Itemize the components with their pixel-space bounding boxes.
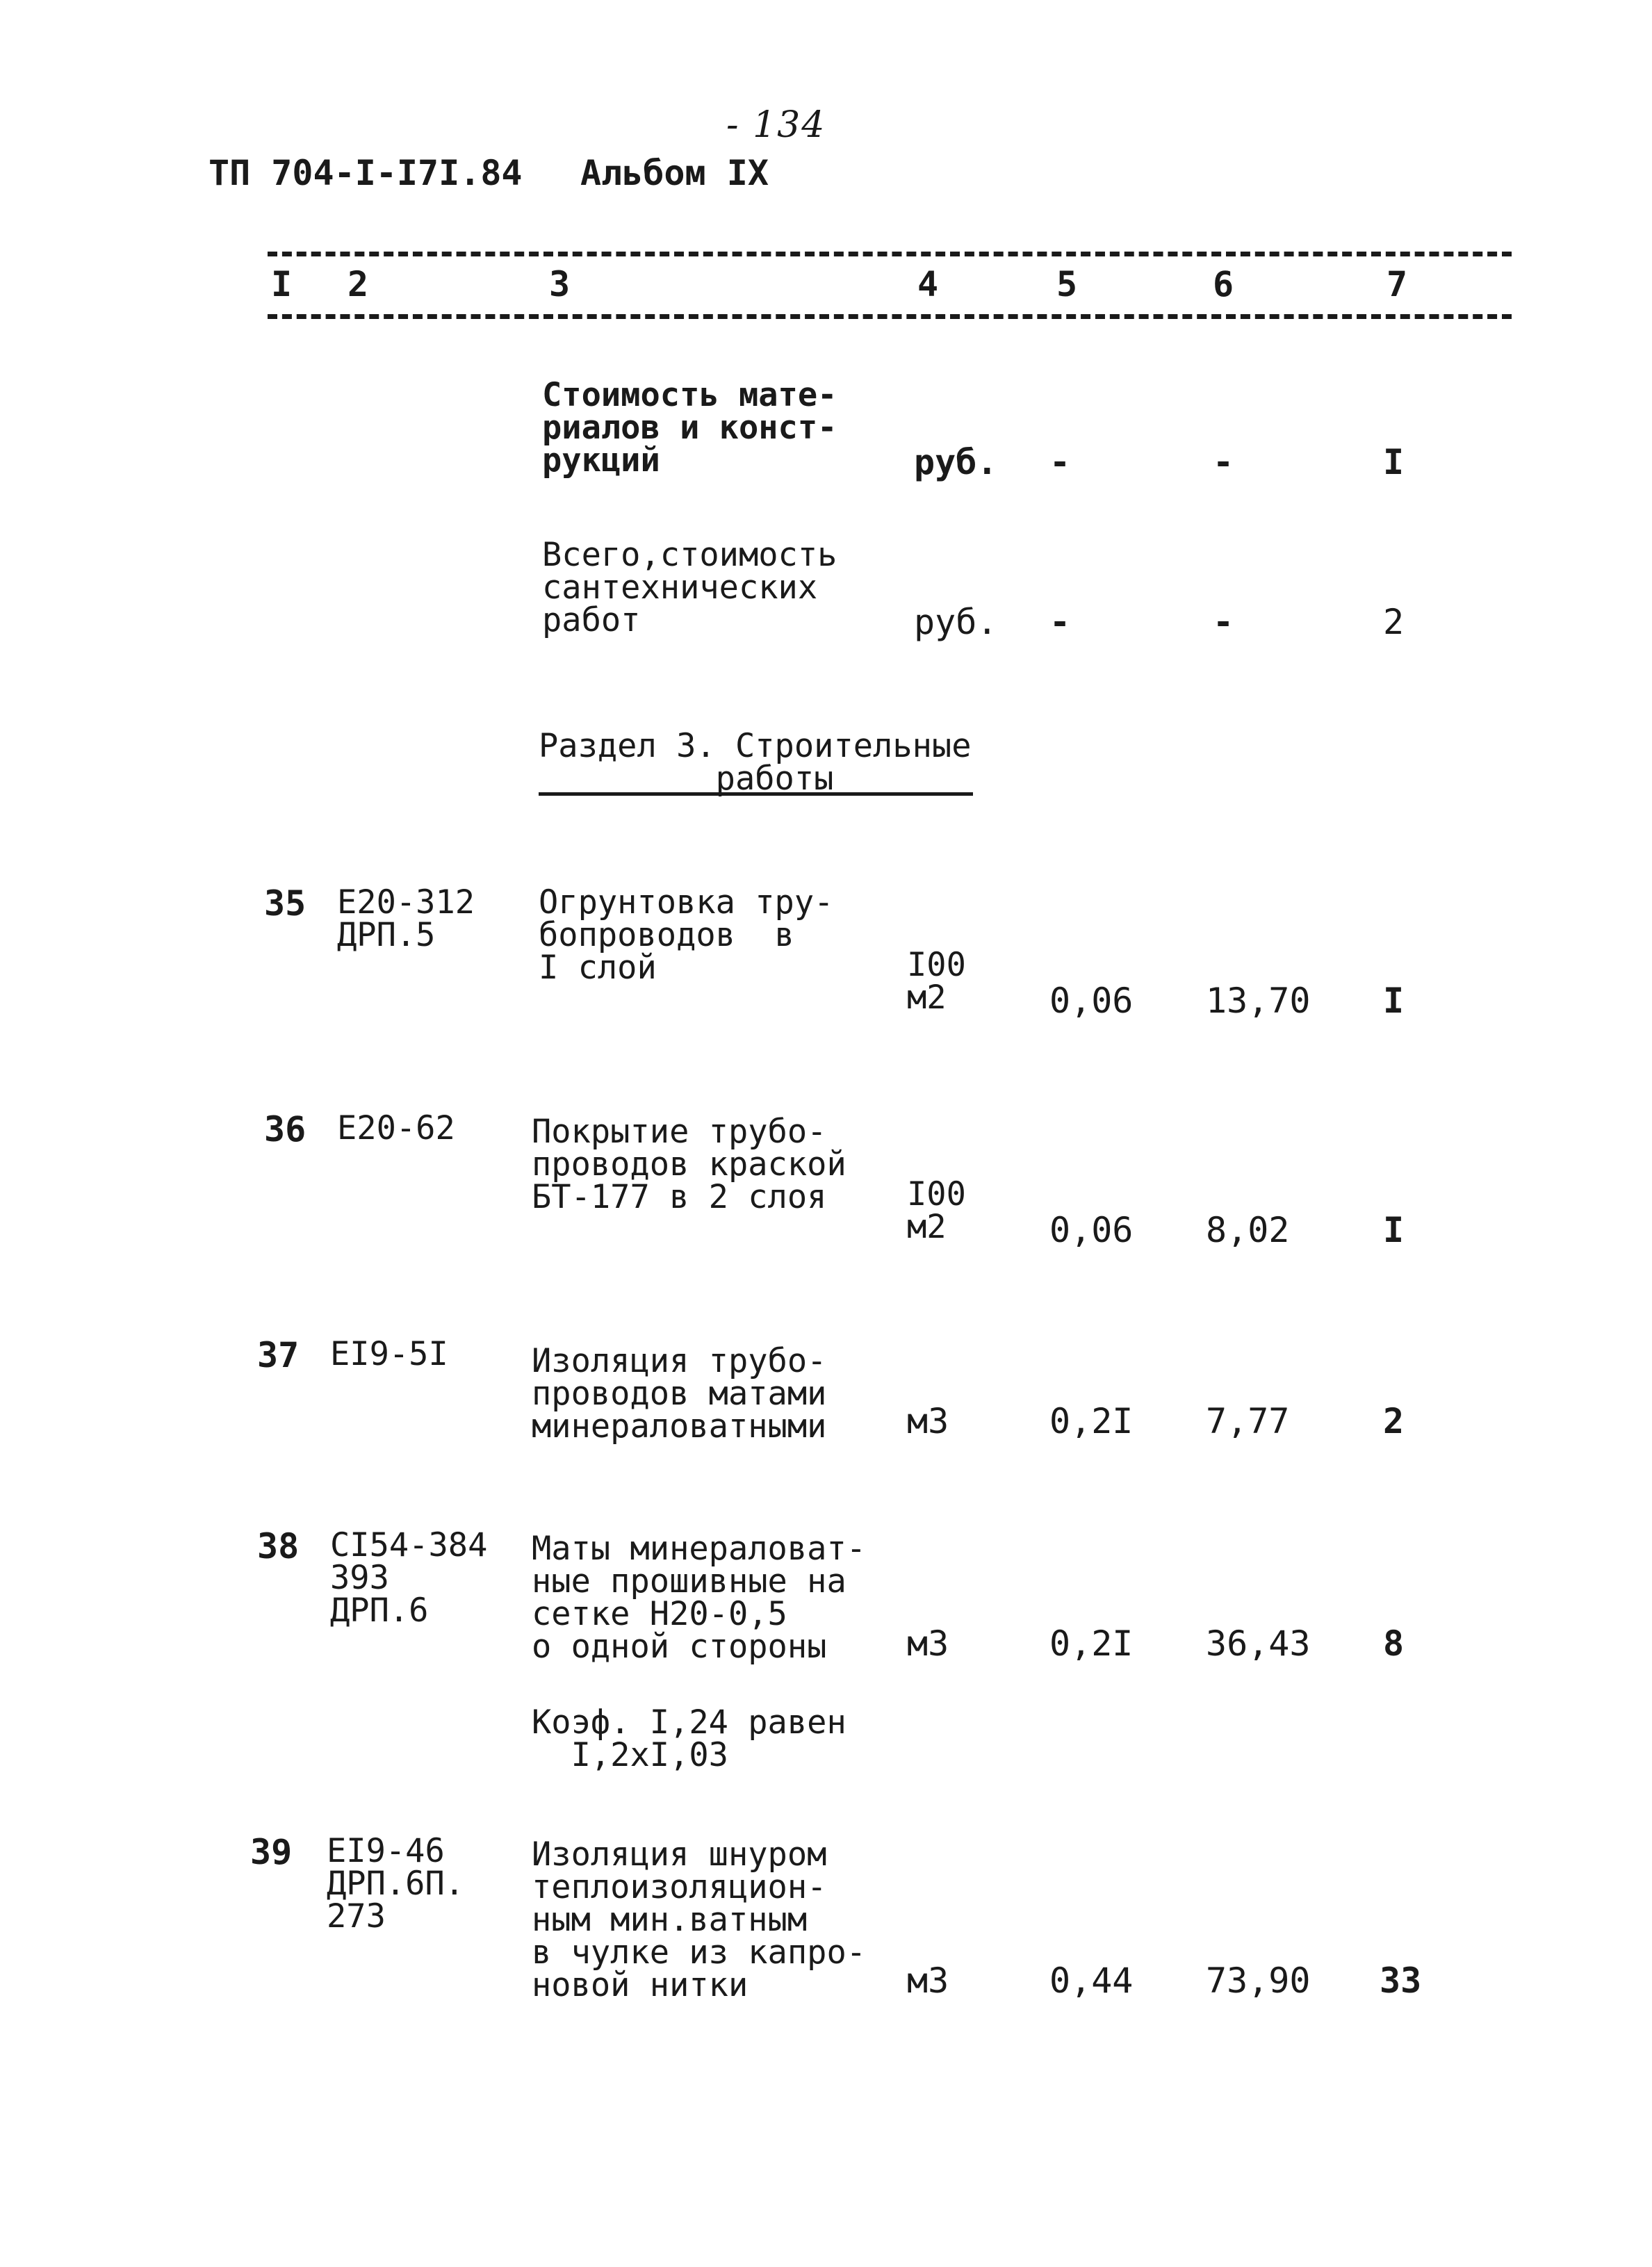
summary-row-qty: - [1049, 442, 1071, 482]
column-number-3: 3 [549, 264, 571, 304]
row-qty: 0,06 [1049, 981, 1134, 1021]
row-code: ЕI9-46 ДРП.6П. 273 [327, 1832, 465, 1935]
row-qty: 0,2I [1049, 1401, 1134, 1441]
row-qty: 0,06 [1049, 1210, 1134, 1250]
row-number: 38 [257, 1526, 300, 1566]
row-number: 39 [250, 1832, 293, 1872]
row-code: ЕI9-5I [330, 1335, 448, 1373]
row-price: 36,43 [1206, 1623, 1311, 1664]
row-name: Огрунтовка тру- бопроводов в I слой [539, 883, 834, 987]
summary-row-price: - [1213, 602, 1234, 642]
row-price: 8,02 [1206, 1210, 1290, 1250]
summary-row-unit: руб. [914, 442, 998, 482]
row-qty: 0,2I [1049, 1623, 1134, 1664]
summary-row-qty: - [1049, 602, 1071, 642]
row-total: 2 [1383, 1401, 1405, 1441]
row-code: СI54-384 393 ДРП.6 [330, 1526, 488, 1630]
row-total: 33 [1380, 1961, 1422, 2001]
row-number: 36 [264, 1109, 306, 1149]
section-title: Раздел 3. Строительные работы [539, 727, 972, 798]
row-name: Изоляция трубо- проводов матами минераловатными [532, 1342, 827, 1446]
row-unit: м3 [907, 1401, 949, 1441]
row-total: I [1383, 1210, 1405, 1250]
summary-row-name: Стоимость мате- риалов и конст- рукций [542, 376, 837, 480]
summary-row-total: 2 [1383, 602, 1405, 642]
row-code: Е20-312 ДРП.5 [337, 883, 475, 954]
column-number-7: 7 [1387, 264, 1408, 304]
row-unit: I00 м2 [907, 1175, 966, 1246]
row-price: 73,90 [1206, 1961, 1311, 2001]
album-label: Альбом IX [580, 153, 769, 193]
document-code: ТП 704-I-I7I.84 [208, 153, 523, 193]
summary-row-total: I [1383, 442, 1405, 482]
row-price: 7,77 [1206, 1401, 1290, 1441]
column-number-5: 5 [1056, 264, 1078, 304]
row-price: 13,70 [1206, 981, 1311, 1021]
row-total: I [1383, 981, 1405, 1021]
summary-row-name: Всего,стоимость сантехнических работ [542, 536, 837, 639]
page-number: - 134 [726, 104, 826, 146]
header-rule-bottom [268, 314, 1512, 319]
column-number-4: 4 [917, 264, 939, 304]
summary-row-price: - [1213, 442, 1234, 482]
column-number-6: 6 [1213, 264, 1234, 304]
row-name: Изоляция шнуром теплоизоляцион- ным мин.ватным в чулке из капро- новой нитки [532, 1835, 867, 2004]
row-name: Покрытие трубо- проводов краской БТ-177 в 2 слоя [532, 1113, 847, 1216]
column-number-1: I [271, 264, 293, 304]
row-code: Е20-62 [337, 1109, 455, 1147]
section-underline [539, 792, 973, 796]
row-unit: I00 м2 [907, 946, 966, 1017]
row-note: Коэф. I,24 равен I,2хI,03 [532, 1703, 847, 1774]
row-total: 8 [1383, 1623, 1405, 1664]
row-qty: 0,44 [1049, 1961, 1134, 2001]
row-number: 37 [257, 1335, 300, 1375]
header-rule-top [268, 252, 1512, 256]
column-number-2: 2 [347, 264, 369, 304]
row-unit: м3 [907, 1623, 949, 1664]
row-name: Маты минераловат- ные прошивные на сетке Н20-0,5 о одной стороны [532, 1530, 867, 1666]
summary-row-unit: руб. [914, 602, 998, 642]
row-number: 35 [264, 883, 306, 924]
row-unit: м3 [907, 1961, 949, 2001]
